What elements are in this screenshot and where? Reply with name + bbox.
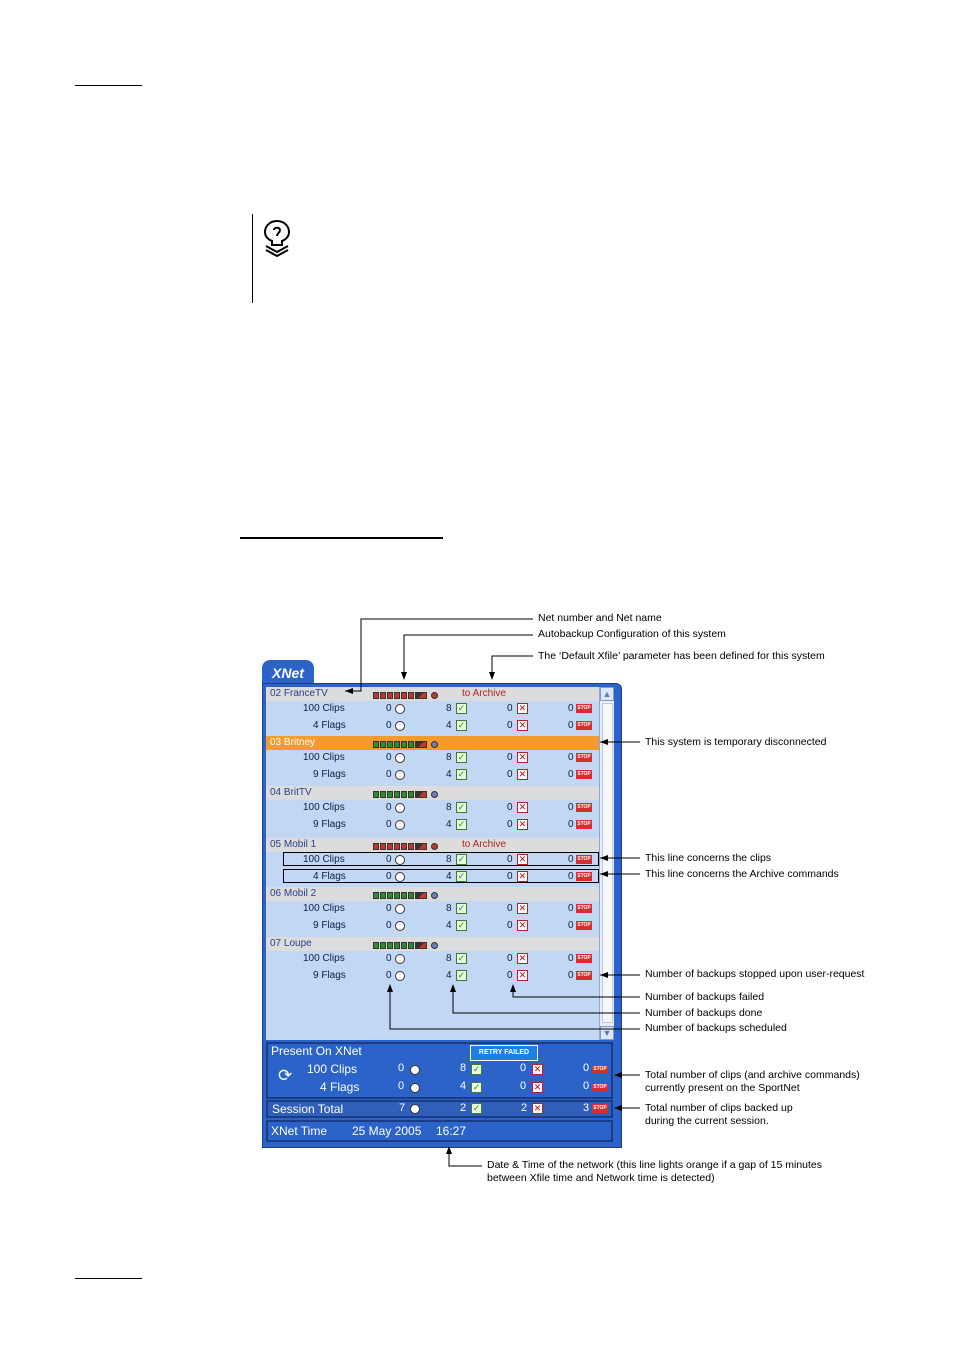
callout-failed: Number of backups failed (645, 991, 765, 1003)
row-label: 9 Flags (313, 769, 346, 780)
stopped-count: 0 (568, 720, 574, 731)
scroll-down-icon[interactable]: ▼ (600, 1026, 614, 1040)
check-icon: ✓ (457, 703, 466, 713)
stop-icon: STOP (577, 922, 591, 928)
done-count: 8 (446, 703, 452, 714)
callout-clips-line: This line concerns the clips (645, 852, 772, 864)
callout-present-1: Total number of clips (and archive commands) (645, 1069, 860, 1081)
callout-present-2: currently present on the SportNet (645, 1082, 800, 1094)
present-title: Present On XNet (271, 1044, 362, 1058)
row-label: 100 Clips (303, 953, 345, 964)
stopped-count: 0 (568, 854, 574, 865)
stopped-count: 0 (568, 903, 574, 914)
scheduled-count: 0 (386, 720, 392, 731)
stopped-count: 0 (568, 871, 574, 882)
session-done-count: 2 (460, 1102, 467, 1114)
stopped-count: 0 (568, 970, 574, 981)
failed-count: 0 (507, 703, 513, 714)
stop-icon: STOP (577, 905, 591, 911)
failed-count: 0 (507, 819, 513, 830)
present-clips: 100 Clips (307, 1062, 358, 1076)
callout-session-2: during the current session. (645, 1115, 769, 1127)
done-count: 8 (446, 752, 452, 763)
system-name: 03 Britney (270, 737, 316, 748)
archive-label: to Archive (462, 839, 506, 850)
cross-icon: ✕ (533, 1082, 542, 1092)
failed-count: 0 (507, 854, 513, 865)
callout-stopped: Number of backups stopped upon user-request (645, 968, 865, 980)
stopped-count: 0 (568, 802, 574, 813)
callout-disconnected: This system is temporary disconnected (645, 736, 827, 748)
failed-count: 0 (507, 920, 513, 931)
system-name: 06 Mobil 2 (270, 888, 317, 899)
cross-icon: ✕ (518, 871, 527, 881)
done-count: 8 (446, 953, 452, 964)
cross-icon: ✕ (518, 703, 527, 713)
failed-count: 0 (507, 720, 513, 731)
check-icon: ✓ (457, 720, 466, 730)
check-icon: ✓ (472, 1064, 481, 1074)
check-icon: ✓ (457, 920, 466, 930)
stop-icon: STOP (577, 972, 591, 978)
callout-scheduled: Number of backups scheduled (645, 1022, 787, 1034)
time-clock: 16:27 (436, 1124, 467, 1138)
cross-icon: ✕ (518, 769, 527, 779)
scroll-up-icon[interactable]: ▲ (600, 687, 614, 701)
stop-icon: STOP (577, 856, 591, 862)
present-done-count: 8 (460, 1062, 467, 1074)
scheduled-count: 0 (386, 819, 392, 830)
system-name: 07 Loupe (270, 938, 312, 949)
scheduled-count: 0 (386, 854, 392, 865)
cross-icon: ✕ (518, 854, 527, 864)
stop-icon: STOP (577, 821, 591, 827)
session-title: Session Total (272, 1102, 344, 1116)
cross-icon: ✕ (518, 970, 527, 980)
done-count: 4 (446, 871, 452, 882)
session-failed-count: 2 (521, 1102, 528, 1114)
row-label: 9 Flags (313, 970, 346, 981)
present-done-count: 4 (460, 1080, 467, 1092)
stopped-count: 0 (568, 703, 574, 714)
row-label: 100 Clips (303, 854, 345, 865)
done-count: 4 (446, 819, 452, 830)
row-label: 100 Clips (303, 903, 345, 914)
stopped-count: 0 (568, 752, 574, 763)
check-icon: ✓ (457, 802, 466, 812)
stopped-count: 0 (568, 953, 574, 964)
failed-count: 0 (507, 903, 513, 914)
callout-autobackup: Autobackup Configuration of this system (538, 628, 726, 640)
scheduled-count: 0 (386, 703, 392, 714)
callout-default-xfile: The ‘Default Xfile’ parameter has been defined for this system (538, 650, 825, 662)
cross-icon: ✕ (518, 920, 527, 930)
stop-icon: STOP (577, 804, 591, 810)
scheduled-count: 0 (386, 920, 392, 931)
session-scheduled-count: 7 (399, 1102, 406, 1114)
stop-icon: STOP (593, 1105, 607, 1111)
scheduled-count: 0 (386, 752, 392, 763)
done-count: 4 (446, 769, 452, 780)
failed-count: 0 (507, 871, 513, 882)
row-label: 100 Clips (303, 752, 345, 763)
check-icon: ✓ (457, 854, 466, 864)
cross-icon: ✕ (518, 903, 527, 913)
present-flags: 4 Flags (320, 1080, 360, 1094)
check-icon: ✓ (457, 819, 466, 829)
present-failed-count: 0 (520, 1062, 527, 1074)
failed-count: 0 (507, 970, 513, 981)
time-title: XNet Time (271, 1124, 328, 1138)
system-name: 02 FranceTV (270, 688, 328, 699)
system-name: 05 Mobil 1 (270, 839, 317, 850)
stopped-count: 0 (568, 769, 574, 780)
check-icon: ✓ (457, 903, 466, 913)
stopped-count: 0 (568, 920, 574, 931)
done-count: 4 (446, 720, 452, 731)
present-scheduled-count: 0 (398, 1062, 405, 1074)
failed-count: 0 (507, 802, 513, 813)
check-icon: ✓ (457, 970, 466, 980)
check-icon: ✓ (457, 953, 466, 963)
done-count: 4 (446, 970, 452, 981)
callout-session-1: Total number of clips backed up (645, 1102, 793, 1114)
xnet-tab[interactable]: XNet (262, 660, 314, 686)
cross-icon: ✕ (518, 819, 527, 829)
stop-icon: STOP (577, 705, 591, 711)
cross-icon: ✕ (518, 802, 527, 812)
check-icon: ✓ (472, 1082, 481, 1092)
row-label: 9 Flags (313, 819, 346, 830)
done-count: 8 (446, 854, 452, 865)
present-scheduled-count: 0 (398, 1080, 405, 1092)
done-count: 4 (446, 920, 452, 931)
cross-icon: ✕ (518, 752, 527, 762)
scheduled-count: 0 (386, 953, 392, 964)
stop-icon: STOP (577, 955, 591, 961)
callout-done: Number of backups done (645, 1007, 763, 1019)
stop-icon: STOP (577, 873, 591, 879)
scheduled-count: 0 (386, 970, 392, 981)
row-label: 100 Clips (303, 703, 345, 714)
callout-archive-line: This line concerns the Archive commands (645, 868, 839, 880)
system-name: 04 BritTV (270, 787, 312, 798)
cross-icon: ✕ (533, 1103, 542, 1113)
time-date: 25 May 2005 (352, 1124, 422, 1138)
failed-count: 0 (507, 953, 513, 964)
stopped-count: 0 (568, 819, 574, 830)
cross-icon: ✕ (533, 1064, 542, 1074)
check-icon: ✓ (472, 1103, 481, 1113)
cross-icon: ✕ (518, 720, 527, 730)
callout-time-1: Date & Time of the network (this line lights orange if a gap of 15 minutes (487, 1159, 823, 1171)
scheduled-count: 0 (386, 871, 392, 882)
check-icon: ✓ (457, 752, 466, 762)
done-count: 8 (446, 802, 452, 813)
stop-icon: STOP (593, 1084, 607, 1090)
row-label: 4 Flags (313, 871, 346, 882)
session-stopped-count: 3 (583, 1102, 590, 1114)
stop-icon: STOP (593, 1066, 607, 1072)
row-label: 9 Flags (313, 920, 346, 931)
scheduled-count: 0 (386, 903, 392, 914)
stop-icon: STOP (577, 722, 591, 728)
check-icon: ✓ (457, 769, 466, 779)
refresh-icon[interactable]: ⟳ (278, 1066, 293, 1085)
done-count: 8 (446, 903, 452, 914)
failed-count: 0 (507, 752, 513, 763)
stop-icon: STOP (577, 771, 591, 777)
scheduled-count: 0 (386, 769, 392, 780)
stop-icon: STOP (577, 754, 591, 760)
failed-count: 0 (507, 769, 513, 780)
scheduled-count: 0 (386, 802, 392, 813)
check-icon: ✓ (457, 871, 466, 881)
cross-icon: ✕ (518, 953, 527, 963)
callout-net-name: Net number and Net name (538, 612, 662, 624)
present-stopped-count: 0 (583, 1080, 590, 1092)
row-label: 100 Clips (303, 802, 345, 813)
retry-failed-button[interactable]: RETRY FAILED (470, 1045, 538, 1061)
row-label: 4 Flags (313, 720, 346, 731)
present-stopped-count: 0 (583, 1062, 590, 1074)
callout-time-2: between Xfile time and Network time is detected) (487, 1172, 715, 1184)
present-failed-count: 0 (520, 1080, 527, 1092)
archive-label: to Archive (462, 688, 506, 699)
